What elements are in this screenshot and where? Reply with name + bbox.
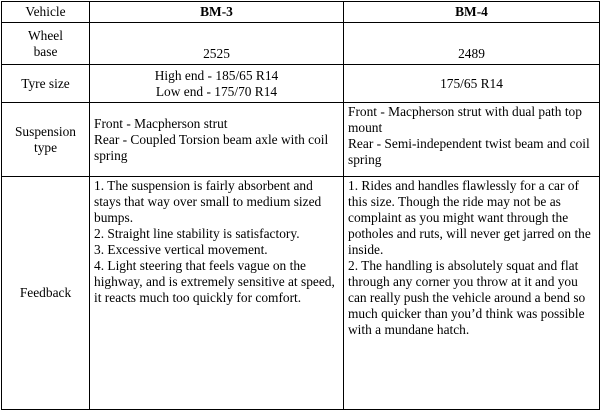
wheelbase-bm4: 2489 bbox=[344, 23, 600, 65]
suspension-row bbox=[2, 103, 600, 177]
suspension-bm3 bbox=[90, 103, 344, 177]
suspension-bm3-front: Front - Macpherson strut bbox=[94, 115, 228, 131]
feedback-bm3-item: 2. Straight line stability is satisfactory. bbox=[94, 226, 300, 241]
wheelbase-label-line1: Wheel bbox=[28, 27, 63, 43]
comparison-table bbox=[1, 1, 600, 410]
tyre-bm4: 175/65 R14 bbox=[344, 65, 600, 103]
wheelbase-label bbox=[2, 23, 90, 65]
suspension-bm4 bbox=[344, 103, 600, 177]
suspension-bm4-front: Front - Macpherson strut with dual path top mount bbox=[348, 104, 582, 135]
suspension-bm3-rear: Rear - Coupled Torsion beam axle with coil spring bbox=[94, 131, 329, 163]
tyre-bm3 bbox=[90, 65, 344, 103]
feedback-row bbox=[2, 177, 600, 410]
wheelbase-bm3: 2525 bbox=[90, 23, 344, 65]
tyre-label: Tyre size bbox=[2, 65, 90, 103]
wheelbase-row bbox=[2, 23, 600, 65]
header-vehicle: Vehicle bbox=[2, 2, 90, 23]
feedback-bm4-item: 1. Rides and handles flawlessly for a car of this size. Though the ride may not be as complaint as you might want through the potholes and ruts, will never get jarred on the inside. bbox=[348, 178, 591, 257]
header-bm4: BM-4 bbox=[344, 2, 600, 23]
feedback-bm3-item: 1. The suspension is fairly absorbent and stays that way over small to medium sized bumps. bbox=[94, 178, 322, 225]
feedback-bm4-item: 2. The handling is absolutely squat and flat through any corner you throw at it and you can really push the vehicle around a bend so much quicker than you’d think was possible with a mundane hatch. bbox=[348, 258, 586, 337]
feedback-bm4 bbox=[344, 177, 600, 410]
feedback-bm3 bbox=[90, 177, 344, 410]
tyre-row bbox=[2, 65, 600, 103]
feedback-bm3-item: 3. Excessive vertical movement. bbox=[94, 242, 268, 257]
tyre-bm3-low: Low end - 175/70 R14 bbox=[155, 83, 278, 99]
feedback-label: Feedback bbox=[2, 177, 90, 410]
suspension-label-line1: Suspension bbox=[14, 123, 76, 139]
header-bm3: BM-3 bbox=[90, 2, 344, 23]
wheelbase-label-line2: base bbox=[33, 43, 58, 59]
header-row bbox=[2, 2, 600, 23]
suspension-bm4-rear: Rear - Semi-independent twist beam and coil spring bbox=[348, 136, 590, 167]
suspension-label-line2: type bbox=[33, 139, 58, 155]
feedback-bm3-item: 4. Light steering that feels vague on the highway, and is extremely sensitive at speed, it reacts much too quickly for comfort. bbox=[94, 258, 335, 305]
tyre-bm3-high: High end - 185/65 R14 bbox=[154, 67, 279, 83]
suspension-label bbox=[2, 103, 90, 177]
